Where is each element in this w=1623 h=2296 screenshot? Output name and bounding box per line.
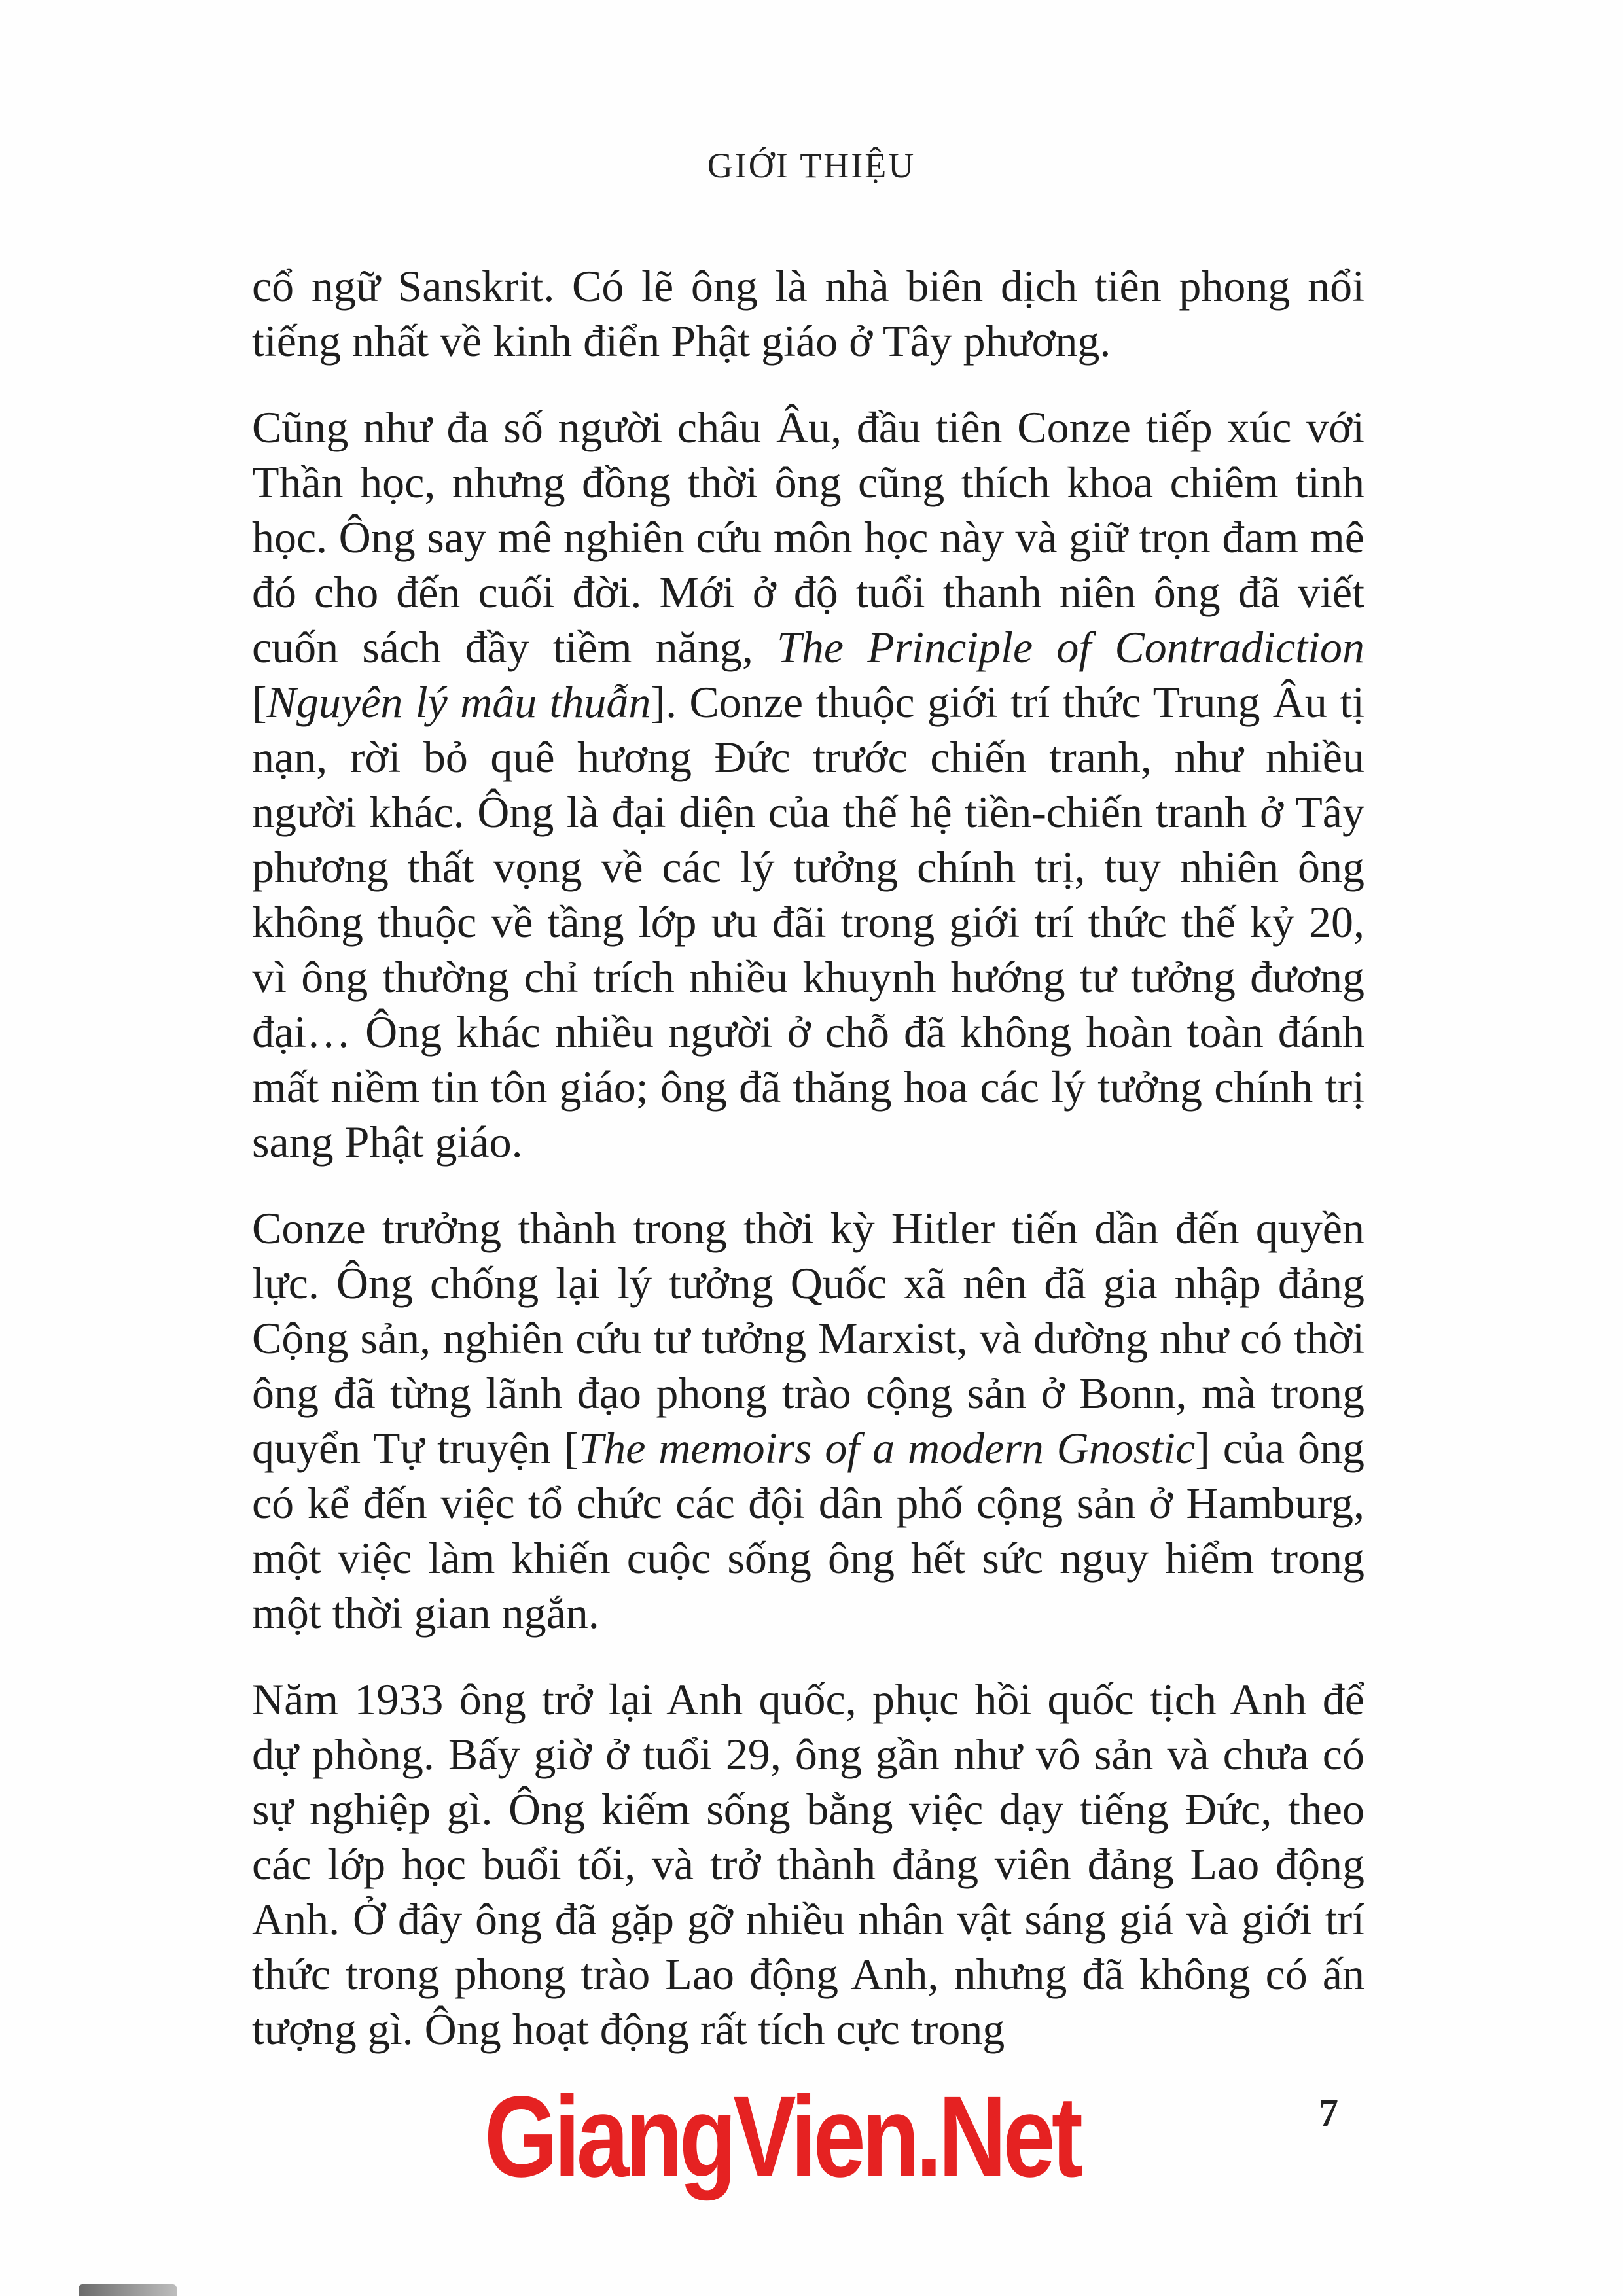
paragraph-4: Năm 1933 ông trở lại Anh quốc, phục hồi quốc tịch Anh để dự phòng. Bấy giờ ở tuổi 29, ông gần như vô sản và chưa có sự nghiệp gì. Ông kiếm sống bằng việc dạy tiếng Đức, theo các lớp học buổi tối, và trở thành đảng viên đảng Lao động Anh. Ở đây ông đã gặp gỡ nhiều nhân vật sáng giá và giới trí thức trong phong trào Lao động Anh, nhưng đã không có ấn tượng gì. Ông hoạt động rất tích cực trong	[252, 1674, 1364, 2054]
page-number: 7	[1319, 2091, 1338, 2134]
paragraph-3	[252, 1201, 1364, 1640]
book-title-translation: Nguyên lý mâu thuẫn	[266, 677, 651, 727]
paragraph-2-text-c: ]. Conze thuộc giới trí thức Trung Âu tị nạn, rời bỏ quê hương Đức trước chiến tranh, như nhiều người khác. Ông là đại diện của thế hệ tiền-chiến tranh ở Tây phương thất vọng về các lý tưởng chính trị, tuy nhiên ông không thuộc về tầng lớp ưu đãi trong giới trí thức thế kỷ 20, vì ông thường chỉ trích nhiều khuynh hướng tư tưởng đương đại… Ông khác nhiều người ở chỗ đã không hoàn toàn đánh mất niềm tin tôn giáo; ông đã thăng hoa các lý tưởng chính trị sang Phật giáo.	[252, 677, 1364, 1167]
paragraph-1: cổ ngữ Sanskrit. Có lẽ ông là nhà biên dịch tiên phong nổi tiếng nhất về kinh điển Phật giáo ở Tây phương.	[252, 261, 1364, 366]
body-text	[252, 258, 1364, 2088]
watermark-logo: GiangVien.Net	[484, 2073, 1080, 2201]
running-header: GIỚI THIỆU	[707, 146, 916, 185]
paragraph-3-text-b: ] của ông có kể đến việc tổ chức các đội dân phố cộng sản ở Hamburg, một việc làm khiến cuộc sống ông hết sức nguy hiểm trong một thời gian ngắn.	[252, 1423, 1364, 1638]
paragraph-2	[252, 400, 1364, 1169]
paragraph-2-text-b: [	[252, 677, 267, 727]
paragraph-3-text-a: Conze trưởng thành trong thời kỳ Hitler tiến dần đến quyền lực. Ông chống lại lý tưởng Quốc xã nên đã gia nhập đảng Cộng sản, nghiên cứu tư tưởng Marxist, và dường như có thời ông đã từng lãnh đạo phong trào cộng sản ở Bonn, mà trong quyển Tự truyện [	[252, 1203, 1364, 1473]
book-title-memoirs: The memoirs of a modern Gnostic	[579, 1423, 1196, 1473]
scan-edge-shadow	[79, 2284, 177, 2296]
book-title-principle: The Principle of Contradiction	[777, 622, 1364, 672]
paragraph-2-text-a: Cũng như đa số người châu Âu, đầu tiên Conze tiếp xúc với Thần học, nhưng đồng thời ông cũng thích khoa chiêm tinh học. Ông say mê nghiên cứu môn học này và giữ trọn đam mê đó cho đến cuối đời. Mới ở độ tuổi thanh niên ông đã viết cuốn sách đầy tiềm năng,	[252, 402, 1364, 672]
